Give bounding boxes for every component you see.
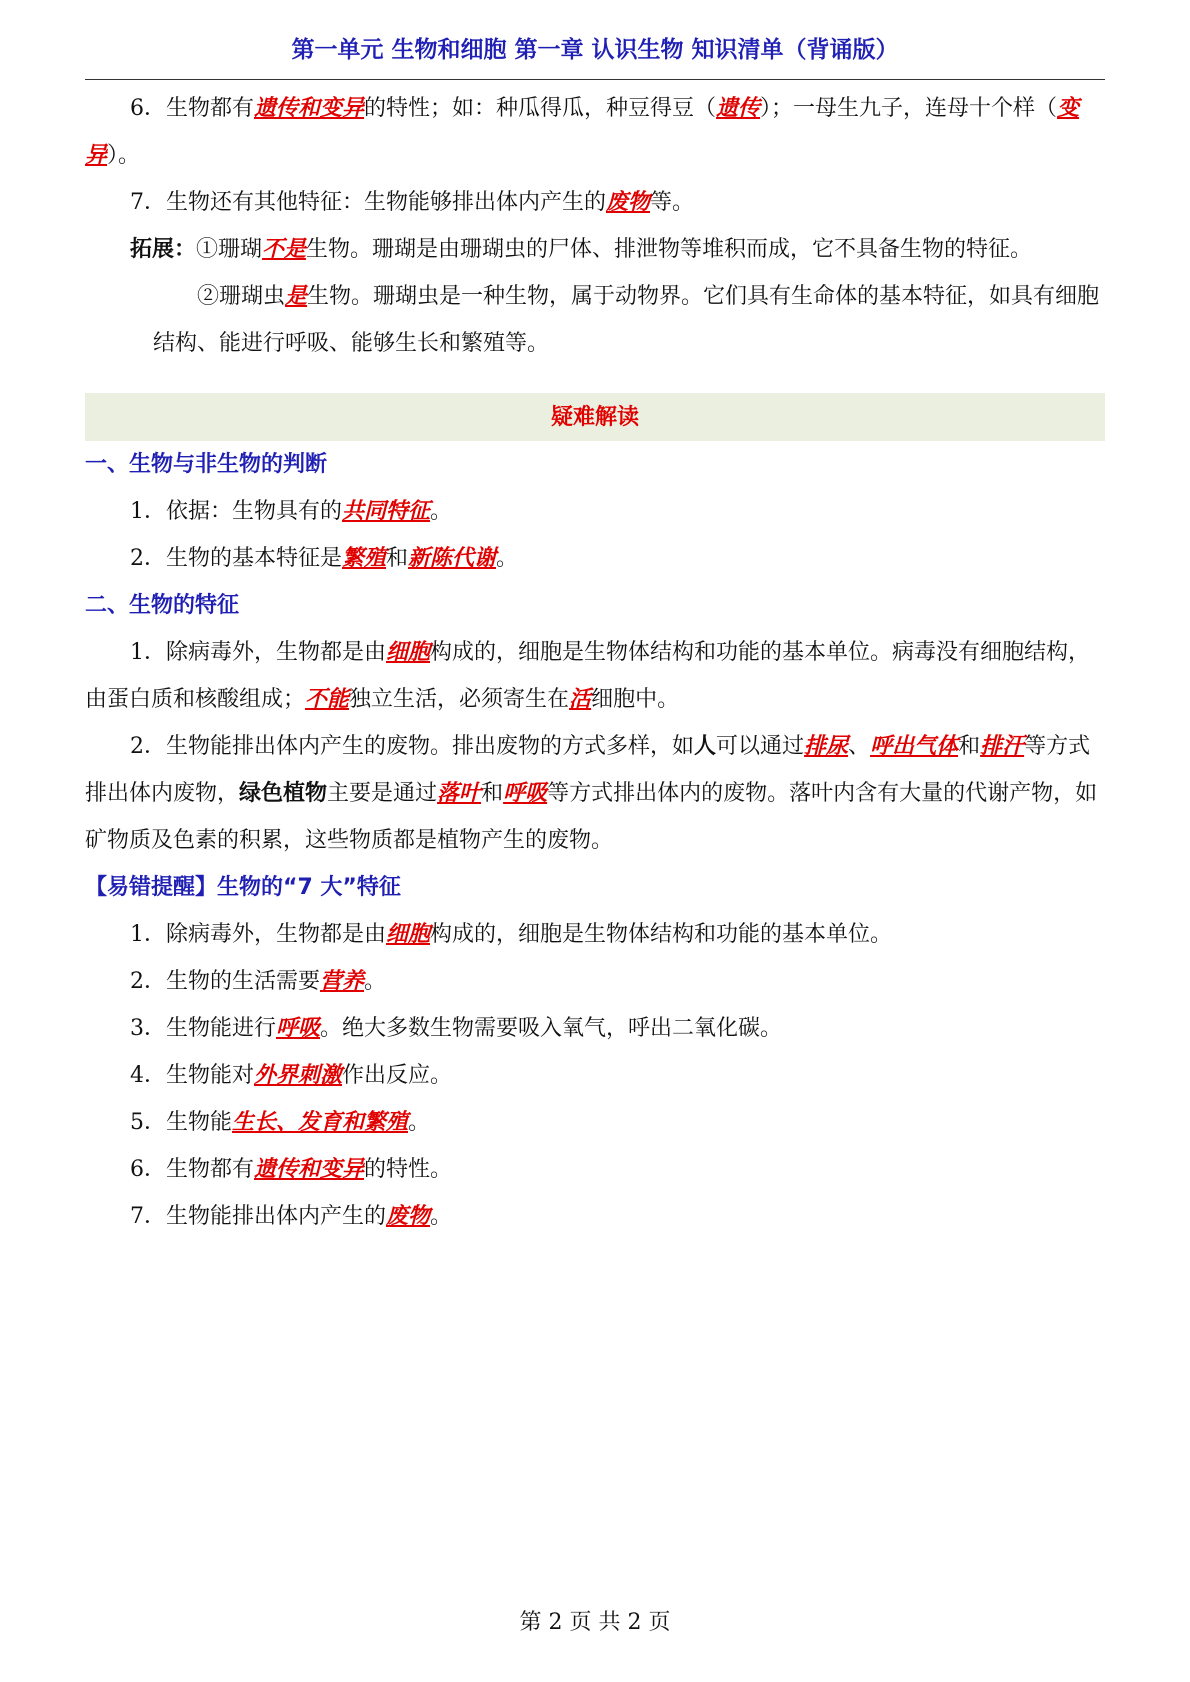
- list-item: [85, 723, 1105, 864]
- text: 。绝大多数生物需要吸入氧气，呼出二氧化碳。: [320, 1016, 783, 1041]
- keyword: 新陈代谢: [408, 545, 497, 571]
- text: 1．除病毒外，生物都是由: [130, 922, 386, 947]
- keyword: 遗传: [716, 95, 761, 121]
- bold-text: 绿色植物: [239, 780, 328, 806]
- list-item: [85, 1193, 1105, 1240]
- text: 和: [958, 734, 981, 759]
- text: 。: [496, 546, 519, 571]
- text: 2．生物的生活需要: [130, 969, 320, 994]
- item-waste: [85, 179, 1105, 226]
- text: 的特性；如：种瓜得瓜，种豆得豆（: [364, 96, 717, 121]
- text: 作出反应。: [342, 1063, 453, 1088]
- list-item: [85, 488, 1105, 535]
- keyword: 细胞: [386, 639, 431, 665]
- text: 。: [408, 1110, 431, 1135]
- item-heredity: [85, 85, 1105, 179]
- text: 2．生物能排出体内产生的废物。排出废物的方式多样，如: [130, 734, 694, 759]
- text: 细胞中。: [591, 687, 680, 712]
- extension-coral-polyp: [85, 273, 1105, 367]
- list-item: [85, 1099, 1105, 1146]
- text: 7．生物能排出体内产生的: [130, 1204, 386, 1229]
- extension-label: 拓展：: [130, 236, 197, 262]
- text: 6．生物都有: [130, 1157, 254, 1182]
- text: 3．生物能进行: [130, 1016, 276, 1041]
- section-title-judgment: 一、生物与非生物的判断: [85, 452, 328, 477]
- text: ）。: [107, 143, 141, 168]
- text: ①珊瑚: [196, 237, 263, 262]
- list-item: [85, 535, 1105, 582]
- section-title-mistake-reminder: 【易错提醒】生物的“7 大”特征: [85, 875, 401, 900]
- text: 。: [430, 1204, 453, 1229]
- text: 1．除病毒外，生物都是由: [130, 640, 386, 665]
- text: 6．生物都有: [130, 96, 254, 121]
- text: 和: [386, 546, 409, 571]
- keyword: 废物: [386, 1203, 431, 1229]
- keyword: 排汗: [980, 733, 1025, 759]
- keyword: 营养: [320, 968, 365, 994]
- text: 生物。珊瑚虫是一种生物，属于动物界。它们具有生命体的基本特征，如具有细胞结构、能进行呼吸、能够生长和繁殖等。: [153, 284, 1100, 356]
- text: 生物。珊瑚是由珊瑚虫的尸体、排泄物等堆积而成，它不具备生物的特征。: [306, 237, 1033, 262]
- text: 4．生物能对: [130, 1063, 254, 1088]
- extension-coral: [85, 226, 1105, 273]
- list-item: [85, 911, 1105, 958]
- keyword: 废物: [606, 189, 651, 215]
- text: 。: [430, 499, 453, 524]
- keyword: 生长、发育和繁殖: [232, 1109, 409, 1135]
- header-title: 第一单元 生物和细胞 第一章 认识生物 知识清单（背诵版）: [291, 37, 899, 63]
- section-title-features: 二、生物的特征: [85, 593, 240, 618]
- text: 构成的，细胞是生物体结构和功能的基本单位。病毒没有细胞结构，由蛋白质和核酸组成；: [85, 640, 1091, 712]
- keyword: 遗传和变异: [254, 1156, 365, 1182]
- page-footer: 第 2 页 共 2 页: [519, 1610, 671, 1635]
- text: 可以通过: [716, 734, 805, 759]
- text: 独立生活，必须寄生在: [349, 687, 570, 712]
- keyword: 呼吸: [276, 1015, 321, 1041]
- section-banner: 疑难解读: [85, 393, 1105, 441]
- list-item: [85, 958, 1105, 1005]
- list-item: [85, 1052, 1105, 1099]
- text: 等方式排出体内废物，: [85, 734, 1091, 806]
- keyword: 落叶: [437, 780, 482, 806]
- text: 构成的，细胞是生物体结构和功能的基本单位。: [430, 922, 893, 947]
- keyword: 活: [569, 686, 592, 712]
- list-item: [85, 629, 1105, 723]
- page-header: [85, 30, 1105, 80]
- text: 2．生物的基本特征是: [130, 546, 342, 571]
- text: 的特性。: [364, 1157, 453, 1182]
- keyword: 细胞: [386, 921, 431, 947]
- text: 、: [848, 734, 871, 759]
- keyword: 繁殖: [342, 545, 387, 571]
- keyword: 共同特征: [342, 498, 431, 524]
- text: 主要是通过: [327, 781, 438, 806]
- keyword: 遗传和变异: [254, 95, 365, 121]
- text: 等方式排出体内的废物。落叶内含有大量的代谢产物，如矿物质及色素的积累，这些物质都是植物产生的废物。: [85, 781, 1098, 853]
- keyword: 是: [285, 283, 308, 309]
- text: ）；一母生九子，连母十个样（: [760, 96, 1058, 121]
- keyword: 变异: [85, 95, 1080, 168]
- text: 和: [481, 781, 504, 806]
- text: 等。: [650, 190, 695, 215]
- text: 。: [364, 969, 387, 994]
- keyword: 不能: [305, 686, 350, 712]
- keyword: 呼出气体: [870, 733, 959, 759]
- text: 7．生物还有其他特征：生物能够排出体内产生的: [130, 190, 606, 215]
- keyword: 外界刺激: [254, 1062, 343, 1088]
- document-body: [85, 85, 1105, 1240]
- text: ②珊瑚虫: [197, 284, 286, 309]
- bold-text: 人: [694, 733, 717, 759]
- keyword: 不是: [262, 236, 307, 262]
- list-item: [85, 1146, 1105, 1193]
- list-item: [85, 1005, 1105, 1052]
- text: 5．生物能: [130, 1110, 232, 1135]
- keyword: 呼吸: [503, 780, 548, 806]
- keyword: 排尿: [804, 733, 849, 759]
- text: 1．依据：生物具有的: [130, 499, 342, 524]
